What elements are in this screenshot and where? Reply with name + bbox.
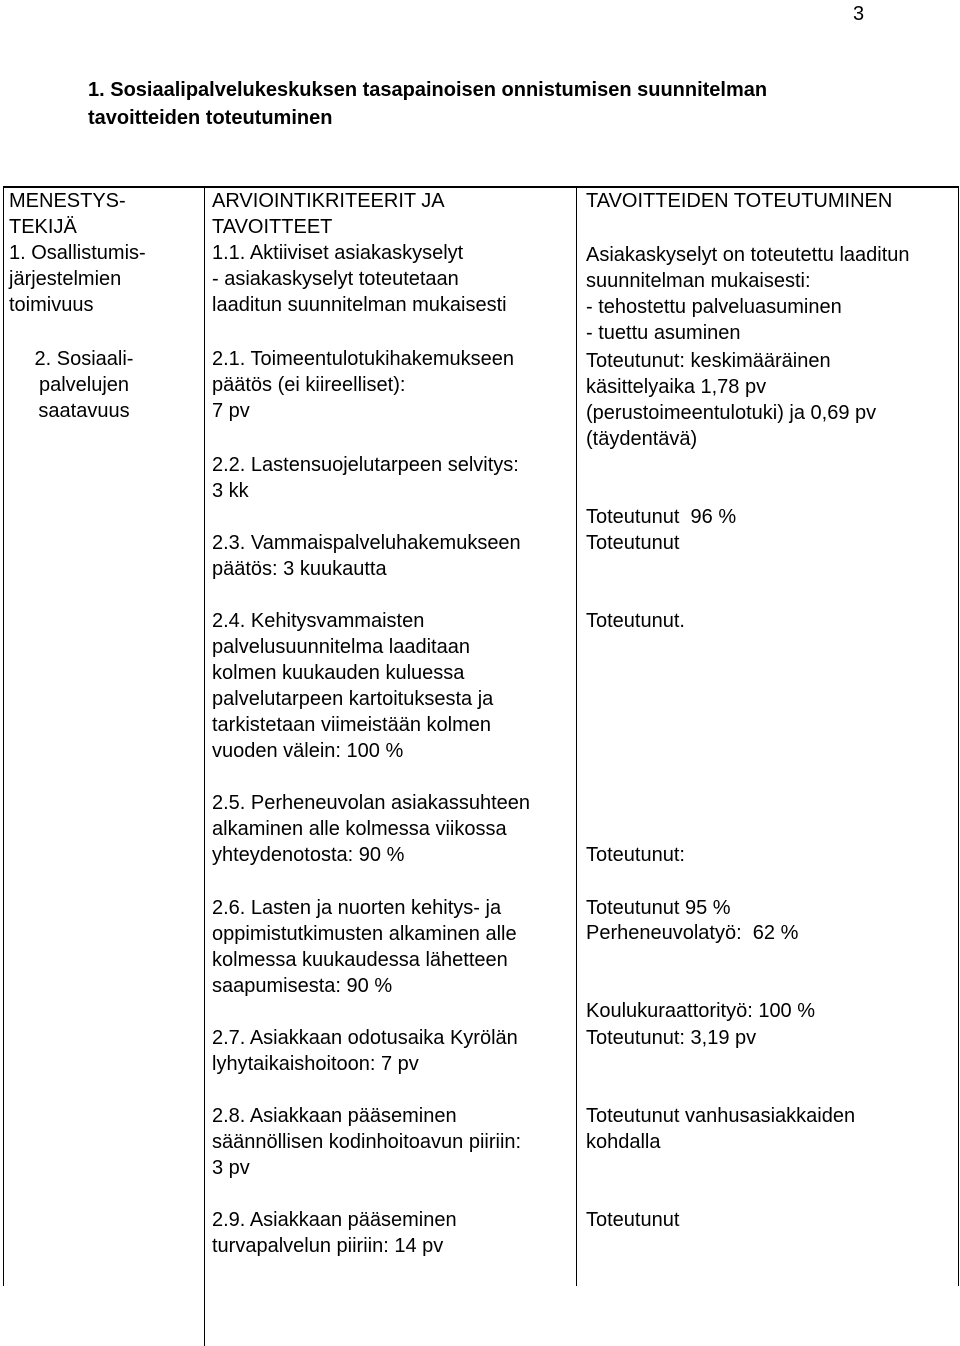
heading-line: 1. Sosiaalipalvelukeskuksen tasapainoisen onnistumisen suunnitelman bbox=[88, 79, 768, 101]
column-header-results: TAVOITTEIDEN TOTEUTUMINEN bbox=[586, 190, 893, 212]
criterion-cell: 2.4. Kehitysvammaisten palvelusuunnitelma laaditaan kolmen kuukauden kuluessa palvelutarpeen kartoituksesta ja tarkistetaan viimeistään kolmen vuoden välein: 100 % bbox=[212, 610, 494, 762]
criterion-cell: 2.3. Vammaispalveluhakemukseen päätös: 3 kuukautta bbox=[212, 532, 521, 580]
result-cell: Asiakaskyselyt on toteutettu laaditun suunnitelman mukaisesti: - tehostettu palveluasuminen - tuettu asuminen bbox=[586, 244, 910, 344]
criterion-cell: 2.8. Asiakkaan pääseminen säännöllisen kodinhoitoavun piiriin: 3 pv bbox=[212, 1105, 522, 1179]
criterion-cell: 2.9. Asiakkaan pääseminen turvapalvelun piiriin: 14 pv bbox=[212, 1209, 457, 1257]
factor-cell: 2. Sosiaali- palvelujen saatavuus bbox=[34, 348, 134, 422]
result-cell: Toteutunut 96 % bbox=[586, 506, 737, 528]
table-left-border bbox=[3, 186, 4, 1286]
result-cell: Toteutunut bbox=[586, 1209, 680, 1231]
factor-cell: 1. Osallistumis- järjestelmien toimivuus bbox=[9, 242, 146, 316]
criterion-cell: 2.1. Toimeentulotukihakemukseen päätös (ei kiireelliset): 7 pv bbox=[212, 348, 515, 422]
column-divider bbox=[576, 186, 577, 1286]
criterion-cell: 1.1. Aktiiviset asiakaskyselyt - asiakaskyselyt toteutetaan laaditun suunnitelman mukaisesti bbox=[212, 242, 507, 316]
column-header-criteria: ARVIOINTIKRITEERIT JA TAVOITTEET bbox=[212, 190, 445, 238]
heading-line: tavoitteiden toteutuminen bbox=[88, 107, 333, 129]
result-cell: Toteutunut: keskimääräinen käsittelyaika 1,78 pv (perustoimeentulotuki) ja 0,69 pv (täydentävä) bbox=[586, 350, 877, 450]
page-number: 3 bbox=[853, 3, 865, 25]
result-cell: Toteutunut: Perheneuvolatyö: 62 % Koulukuraattorityö: 100 % bbox=[586, 844, 816, 1022]
result-cell: Toteutunut vanhusasiakkaiden kohdalla bbox=[586, 1105, 856, 1153]
criterion-cell: 2.6. Lasten ja nuorten kehitys- ja oppimistutkimusten alkaminen alle kolmessa kuukaudessa lähetteen saapumisesta: 90 % bbox=[212, 897, 517, 997]
table-right-border bbox=[958, 186, 959, 1286]
column-divider bbox=[204, 186, 205, 1346]
result-cell: Toteutunut. bbox=[586, 610, 685, 632]
result-cell: Toteutunut bbox=[586, 532, 680, 554]
criterion-cell: 2.2. Lastensuojelutarpeen selvitys: 3 kk bbox=[212, 454, 519, 502]
document-heading bbox=[88, 76, 908, 132]
criterion-cell: 2.5. Perheneuvolan asiakassuhteen alkaminen alle kolmessa viikossa yhteydenotosta: 90 % bbox=[212, 792, 531, 866]
result-cell: Toteutunut: 3,19 pv bbox=[586, 1027, 757, 1049]
column-header-factor: MENESTYS- TEKIJÄ bbox=[9, 190, 126, 238]
result-cell: Toteutunut 95 % bbox=[586, 897, 731, 919]
criterion-cell: 2.7. Asiakkaan odotusaika Kyrölän lyhytaikaishoitoon: 7 pv bbox=[212, 1027, 518, 1075]
